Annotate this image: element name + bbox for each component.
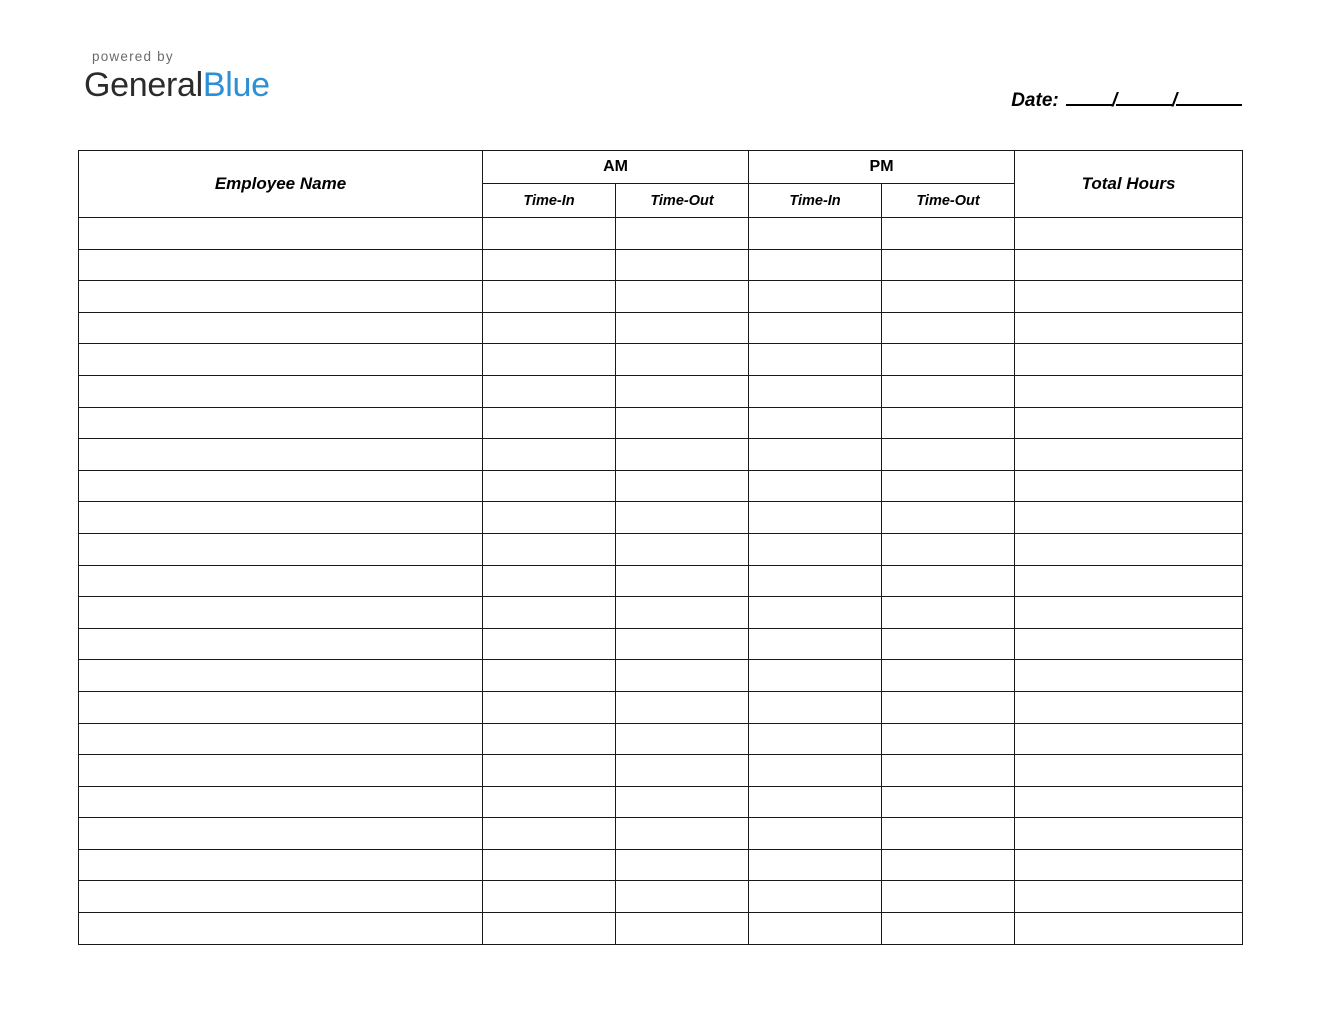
cell-am-time-in[interactable] bbox=[483, 502, 616, 534]
cell-am-time-in[interactable] bbox=[483, 344, 616, 376]
table-row bbox=[79, 470, 1243, 502]
cell-pm-time-in[interactable] bbox=[749, 723, 882, 755]
cell-total-hours[interactable] bbox=[1015, 628, 1243, 660]
date-separator-1: / bbox=[1112, 90, 1118, 111]
cell-pm-time-out[interactable] bbox=[882, 786, 1015, 818]
cell-employee-name[interactable] bbox=[79, 502, 483, 534]
cell-pm-time-in[interactable] bbox=[749, 849, 882, 881]
brand-name-blue: Blue bbox=[202, 65, 270, 104]
date-year-blank[interactable] bbox=[1176, 104, 1242, 106]
brand-name bbox=[84, 65, 270, 104]
brand-logo bbox=[84, 50, 270, 102]
cell-pm-time-in[interactable] bbox=[749, 881, 882, 913]
cell-am-time-in[interactable] bbox=[483, 218, 616, 250]
cell-employee-name[interactable] bbox=[79, 470, 483, 502]
cell-am-time-in[interactable] bbox=[483, 249, 616, 281]
timesheet-table bbox=[78, 150, 1243, 945]
cell-employee-name[interactable] bbox=[79, 691, 483, 723]
cell-total-hours[interactable] bbox=[1015, 818, 1243, 850]
cell-am-time-out[interactable] bbox=[616, 565, 749, 597]
cell-total-hours[interactable] bbox=[1015, 723, 1243, 755]
cell-am-time-out[interactable] bbox=[616, 312, 749, 344]
cell-am-time-in[interactable] bbox=[483, 312, 616, 344]
table-header-row-groups bbox=[79, 151, 1243, 184]
column-header-am-time-in: Time-In bbox=[483, 184, 616, 218]
cell-total-hours[interactable] bbox=[1015, 218, 1243, 250]
cell-pm-time-out[interactable] bbox=[882, 407, 1015, 439]
table-row bbox=[79, 281, 1243, 313]
cell-pm-time-in[interactable] bbox=[749, 502, 882, 534]
cell-employee-name[interactable] bbox=[79, 881, 483, 913]
cell-employee-name[interactable] bbox=[79, 723, 483, 755]
cell-am-time-in[interactable] bbox=[483, 375, 616, 407]
cell-total-hours[interactable] bbox=[1015, 597, 1243, 629]
cell-am-time-in[interactable] bbox=[483, 281, 616, 313]
table-row bbox=[79, 312, 1243, 344]
date-field[interactable] bbox=[1011, 90, 1242, 112]
cell-pm-time-in[interactable] bbox=[749, 439, 882, 471]
cell-pm-time-in[interactable] bbox=[749, 281, 882, 313]
cell-total-hours[interactable] bbox=[1015, 533, 1243, 565]
cell-pm-time-out[interactable] bbox=[882, 565, 1015, 597]
cell-pm-time-out[interactable] bbox=[882, 597, 1015, 629]
cell-am-time-out[interactable] bbox=[616, 691, 749, 723]
cell-employee-name[interactable] bbox=[79, 597, 483, 629]
cell-pm-time-in[interactable] bbox=[749, 312, 882, 344]
cell-am-time-in[interactable] bbox=[483, 691, 616, 723]
cell-am-time-out[interactable] bbox=[616, 723, 749, 755]
cell-pm-time-in[interactable] bbox=[749, 818, 882, 850]
cell-pm-time-in[interactable] bbox=[749, 344, 882, 376]
date-month-blank[interactable] bbox=[1066, 104, 1112, 106]
cell-total-hours[interactable] bbox=[1015, 470, 1243, 502]
cell-am-time-in[interactable] bbox=[483, 786, 616, 818]
cell-am-time-in[interactable] bbox=[483, 565, 616, 597]
cell-total-hours[interactable] bbox=[1015, 281, 1243, 313]
cell-pm-time-out[interactable] bbox=[882, 818, 1015, 850]
date-separator-2: / bbox=[1172, 90, 1178, 111]
cell-pm-time-in[interactable] bbox=[749, 218, 882, 250]
cell-am-time-out[interactable] bbox=[616, 439, 749, 471]
cell-am-time-in[interactable] bbox=[483, 407, 616, 439]
cell-pm-time-in[interactable] bbox=[749, 755, 882, 787]
column-header-am-time-out: Time-Out bbox=[616, 184, 749, 218]
cell-pm-time-out[interactable] bbox=[882, 660, 1015, 692]
cell-am-time-in[interactable] bbox=[483, 597, 616, 629]
cell-am-time-out[interactable] bbox=[616, 249, 749, 281]
cell-pm-time-in[interactable] bbox=[749, 565, 882, 597]
table-row bbox=[79, 439, 1243, 471]
table-body bbox=[79, 218, 1243, 945]
cell-pm-time-out[interactable] bbox=[882, 281, 1015, 313]
table-row bbox=[79, 849, 1243, 881]
cell-am-time-out[interactable] bbox=[616, 913, 749, 945]
cell-am-time-in[interactable] bbox=[483, 849, 616, 881]
table-row bbox=[79, 818, 1243, 850]
cell-total-hours[interactable] bbox=[1015, 881, 1243, 913]
column-header-total-hours: Total Hours bbox=[1015, 151, 1243, 218]
cell-total-hours[interactable] bbox=[1015, 691, 1243, 723]
cell-pm-time-in[interactable] bbox=[749, 628, 882, 660]
cell-employee-name[interactable] bbox=[79, 533, 483, 565]
cell-am-time-out[interactable] bbox=[616, 818, 749, 850]
table-row bbox=[79, 913, 1243, 945]
cell-am-time-out[interactable] bbox=[616, 470, 749, 502]
table-row bbox=[79, 407, 1243, 439]
cell-total-hours[interactable] bbox=[1015, 312, 1243, 344]
table-row bbox=[79, 723, 1243, 755]
cell-am-time-out[interactable] bbox=[616, 502, 749, 534]
column-group-header-am: AM bbox=[483, 151, 749, 184]
cell-am-time-in[interactable] bbox=[483, 755, 616, 787]
cell-am-time-in[interactable] bbox=[483, 470, 616, 502]
cell-am-time-out[interactable] bbox=[616, 849, 749, 881]
cell-pm-time-in[interactable] bbox=[749, 691, 882, 723]
cell-pm-time-in[interactable] bbox=[749, 407, 882, 439]
table-row bbox=[79, 660, 1243, 692]
column-group-header-pm: PM bbox=[749, 151, 1015, 184]
cell-am-time-out[interactable] bbox=[616, 881, 749, 913]
cell-employee-name[interactable] bbox=[79, 849, 483, 881]
cell-pm-time-in[interactable] bbox=[749, 786, 882, 818]
cell-am-time-out[interactable] bbox=[616, 786, 749, 818]
cell-pm-time-out[interactable] bbox=[882, 755, 1015, 787]
cell-employee-name[interactable] bbox=[79, 281, 483, 313]
cell-am-time-out[interactable] bbox=[616, 281, 749, 313]
brand-name-general: General bbox=[84, 65, 203, 104]
table-header bbox=[79, 151, 1243, 218]
cell-employee-name[interactable] bbox=[79, 660, 483, 692]
cell-total-hours[interactable] bbox=[1015, 249, 1243, 281]
date-day-blank[interactable] bbox=[1116, 104, 1172, 106]
cell-pm-time-out[interactable] bbox=[882, 470, 1015, 502]
cell-total-hours[interactable] bbox=[1015, 913, 1243, 945]
date-label: Date: bbox=[1011, 90, 1059, 111]
cell-am-time-in[interactable] bbox=[483, 913, 616, 945]
cell-am-time-in[interactable] bbox=[483, 439, 616, 471]
cell-pm-time-out[interactable] bbox=[882, 913, 1015, 945]
cell-employee-name[interactable] bbox=[79, 786, 483, 818]
cell-employee-name[interactable] bbox=[79, 249, 483, 281]
table-row bbox=[79, 218, 1243, 250]
cell-employee-name[interactable] bbox=[79, 344, 483, 376]
cell-am-time-in[interactable] bbox=[483, 628, 616, 660]
cell-pm-time-out[interactable] bbox=[882, 881, 1015, 913]
cell-total-hours[interactable] bbox=[1015, 502, 1243, 534]
cell-employee-name[interactable] bbox=[79, 818, 483, 850]
cell-pm-time-in[interactable] bbox=[749, 533, 882, 565]
cell-am-time-in[interactable] bbox=[483, 818, 616, 850]
cell-pm-time-out[interactable] bbox=[882, 312, 1015, 344]
cell-am-time-out[interactable] bbox=[616, 597, 749, 629]
cell-total-hours[interactable] bbox=[1015, 755, 1243, 787]
cell-pm-time-out[interactable] bbox=[882, 439, 1015, 471]
cell-am-time-out[interactable] bbox=[616, 375, 749, 407]
cell-employee-name[interactable] bbox=[79, 375, 483, 407]
cell-pm-time-in[interactable] bbox=[749, 470, 882, 502]
table-row bbox=[79, 565, 1243, 597]
cell-am-time-out[interactable] bbox=[616, 344, 749, 376]
cell-employee-name[interactable] bbox=[79, 439, 483, 471]
column-header-pm-time-in: Time-In bbox=[749, 184, 882, 218]
cell-am-time-out[interactable] bbox=[616, 533, 749, 565]
cell-pm-time-out[interactable] bbox=[882, 375, 1015, 407]
cell-employee-name[interactable] bbox=[79, 755, 483, 787]
page-header bbox=[78, 50, 1242, 120]
table-row bbox=[79, 881, 1243, 913]
cell-pm-time-out[interactable] bbox=[882, 502, 1015, 534]
table-row bbox=[79, 597, 1243, 629]
cell-total-hours[interactable] bbox=[1015, 375, 1243, 407]
cell-total-hours[interactable] bbox=[1015, 786, 1243, 818]
table-row bbox=[79, 344, 1243, 376]
cell-am-time-out[interactable] bbox=[616, 755, 749, 787]
cell-employee-name[interactable] bbox=[79, 913, 483, 945]
cell-employee-name[interactable] bbox=[79, 628, 483, 660]
cell-employee-name[interactable] bbox=[79, 218, 483, 250]
cell-pm-time-out[interactable] bbox=[882, 628, 1015, 660]
table-row bbox=[79, 375, 1243, 407]
table-row bbox=[79, 628, 1243, 660]
cell-total-hours[interactable] bbox=[1015, 439, 1243, 471]
cell-pm-time-in[interactable] bbox=[749, 660, 882, 692]
cell-am-time-out[interactable] bbox=[616, 218, 749, 250]
cell-am-time-out[interactable] bbox=[616, 628, 749, 660]
cell-pm-time-in[interactable] bbox=[749, 375, 882, 407]
brand-powered-by-label: powered by bbox=[92, 49, 174, 64]
table-row bbox=[79, 533, 1243, 565]
cell-pm-time-in[interactable] bbox=[749, 249, 882, 281]
cell-pm-time-out[interactable] bbox=[882, 249, 1015, 281]
cell-am-time-in[interactable] bbox=[483, 533, 616, 565]
table-row bbox=[79, 755, 1243, 787]
table-row bbox=[79, 249, 1243, 281]
table-row bbox=[79, 691, 1243, 723]
cell-employee-name[interactable] bbox=[79, 312, 483, 344]
column-header-pm-time-out: Time-Out bbox=[882, 184, 1015, 218]
cell-total-hours[interactable] bbox=[1015, 849, 1243, 881]
cell-employee-name[interactable] bbox=[79, 407, 483, 439]
column-header-employee-name: Employee Name bbox=[79, 151, 483, 218]
cell-pm-time-out[interactable] bbox=[882, 218, 1015, 250]
cell-total-hours[interactable] bbox=[1015, 407, 1243, 439]
cell-am-time-in[interactable] bbox=[483, 881, 616, 913]
cell-total-hours[interactable] bbox=[1015, 565, 1243, 597]
cell-am-time-in[interactable] bbox=[483, 660, 616, 692]
cell-am-time-in[interactable] bbox=[483, 723, 616, 755]
cell-am-time-out[interactable] bbox=[616, 660, 749, 692]
table-row bbox=[79, 786, 1243, 818]
cell-am-time-out[interactable] bbox=[616, 407, 749, 439]
cell-pm-time-out[interactable] bbox=[882, 691, 1015, 723]
cell-employee-name[interactable] bbox=[79, 565, 483, 597]
cell-pm-time-out[interactable] bbox=[882, 849, 1015, 881]
cell-pm-time-in[interactable] bbox=[749, 597, 882, 629]
cell-pm-time-out[interactable] bbox=[882, 344, 1015, 376]
cell-pm-time-out[interactable] bbox=[882, 723, 1015, 755]
table-row bbox=[79, 502, 1243, 534]
cell-pm-time-out[interactable] bbox=[882, 533, 1015, 565]
cell-total-hours[interactable] bbox=[1015, 660, 1243, 692]
cell-pm-time-in[interactable] bbox=[749, 913, 882, 945]
cell-total-hours[interactable] bbox=[1015, 344, 1243, 376]
